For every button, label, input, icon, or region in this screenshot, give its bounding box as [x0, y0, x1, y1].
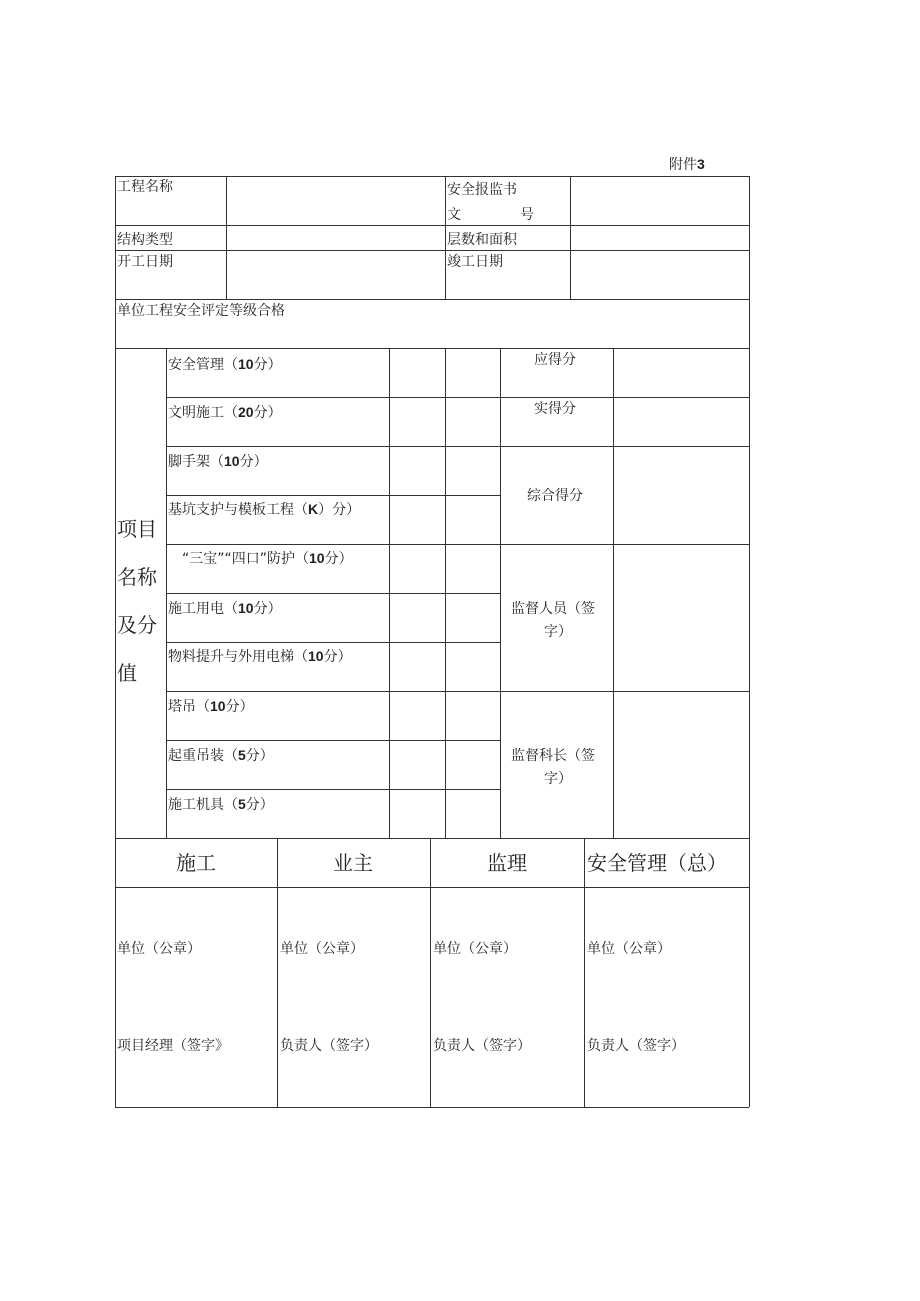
grid-line [613, 348, 614, 838]
item-safety-management: 安全管理（10分） [168, 356, 282, 373]
should-score-label: 应得分 [534, 352, 576, 368]
structure-type-label: 结构类型 [117, 232, 173, 248]
grid-line [115, 887, 749, 888]
sign-safety: 负责人（签字） [587, 1038, 685, 1054]
grid-line [166, 593, 500, 594]
grid-line [115, 1107, 749, 1108]
floors-area-label: 层数和面积 [447, 232, 517, 248]
grid-line [500, 544, 749, 545]
grid-line [389, 348, 390, 838]
grid-line [445, 176, 446, 299]
grid-line [166, 397, 500, 398]
seal-supervision: 单位（公章） [433, 941, 517, 957]
report-no-label-2a: 文 [447, 207, 461, 223]
grid-line [115, 250, 749, 251]
item-electricity: 施工用电（10分） [168, 600, 282, 617]
item-three-treasures: “三宝”“四口”防护（10分） [182, 550, 353, 567]
grid-line [226, 176, 227, 299]
attachment-label: 附件3 [669, 156, 705, 173]
end-date-label: 竣工日期 [447, 254, 503, 270]
item-pit-formwork: 基坑支护与模板工程（K）分） [168, 501, 361, 518]
grid-line [115, 348, 749, 349]
item-civilized-construction: 文明施工（20分） [168, 404, 282, 421]
header-construction: 施工 [176, 851, 216, 875]
grid-line [430, 838, 431, 1107]
item-scaffolding: 脚手架（10分） [168, 453, 268, 470]
start-date-label: 开工日期 [117, 254, 173, 270]
grid-line [166, 691, 500, 692]
grid-line [115, 176, 749, 177]
report-no-label-2b: 号 [520, 207, 534, 223]
report-no-label: 安全报监书 [447, 182, 517, 198]
grid-line [277, 838, 278, 1107]
chief-sign-label-2: 字） [544, 771, 572, 787]
seal-safety: 单位（公章） [587, 941, 671, 957]
item-tower-crane: 塔吊（10分） [168, 698, 254, 715]
total-score-label: 综合得分 [527, 488, 583, 504]
header-supervision: 监理 [487, 851, 527, 875]
grid-line [500, 446, 749, 447]
grid-line [500, 691, 749, 692]
grid-line [445, 348, 446, 838]
grid-line [115, 176, 116, 1107]
project-name-label: 工程名称 [117, 179, 173, 195]
grid-line [500, 348, 501, 838]
grid-line [115, 225, 749, 226]
supervisor-sign-label: 监督人员（签 [511, 601, 595, 617]
header-safety-management: 安全管理（总） [587, 851, 727, 875]
item-hoist-elevator: 物料提升与外用电梯（10分） [168, 648, 352, 665]
grid-line [749, 176, 750, 1107]
safety-grade-label: 单位工程安全评定等级合格 [117, 303, 285, 319]
grid-line [166, 642, 500, 643]
item-machinery: 施工机具（5分） [168, 796, 274, 813]
sign-construction: 项目经理（签字》 [117, 1038, 229, 1054]
header-owner: 业主 [333, 851, 373, 875]
grid-line [166, 348, 167, 838]
items-label: 项目 名称 及分 值 [117, 517, 157, 685]
grid-line [166, 495, 500, 496]
supervisor-sign-label-2: 字） [544, 624, 572, 640]
grid-line [570, 176, 571, 299]
sign-owner: 负责人（签字） [280, 1038, 378, 1054]
grid-line [166, 544, 500, 545]
sign-supervision: 负责人（签字） [433, 1038, 531, 1054]
grid-line [166, 740, 500, 741]
chief-sign-label: 监督科长（签 [511, 748, 595, 764]
seal-owner: 单位（公章） [280, 941, 364, 957]
grid-line [584, 838, 585, 1107]
grid-line [166, 789, 500, 790]
item-lifting: 起重吊装（5分） [168, 747, 274, 764]
actual-score-label: 实得分 [534, 401, 576, 417]
grid-line [166, 446, 500, 447]
grid-line [115, 838, 749, 839]
seal-construction: 单位（公章） [117, 941, 201, 957]
